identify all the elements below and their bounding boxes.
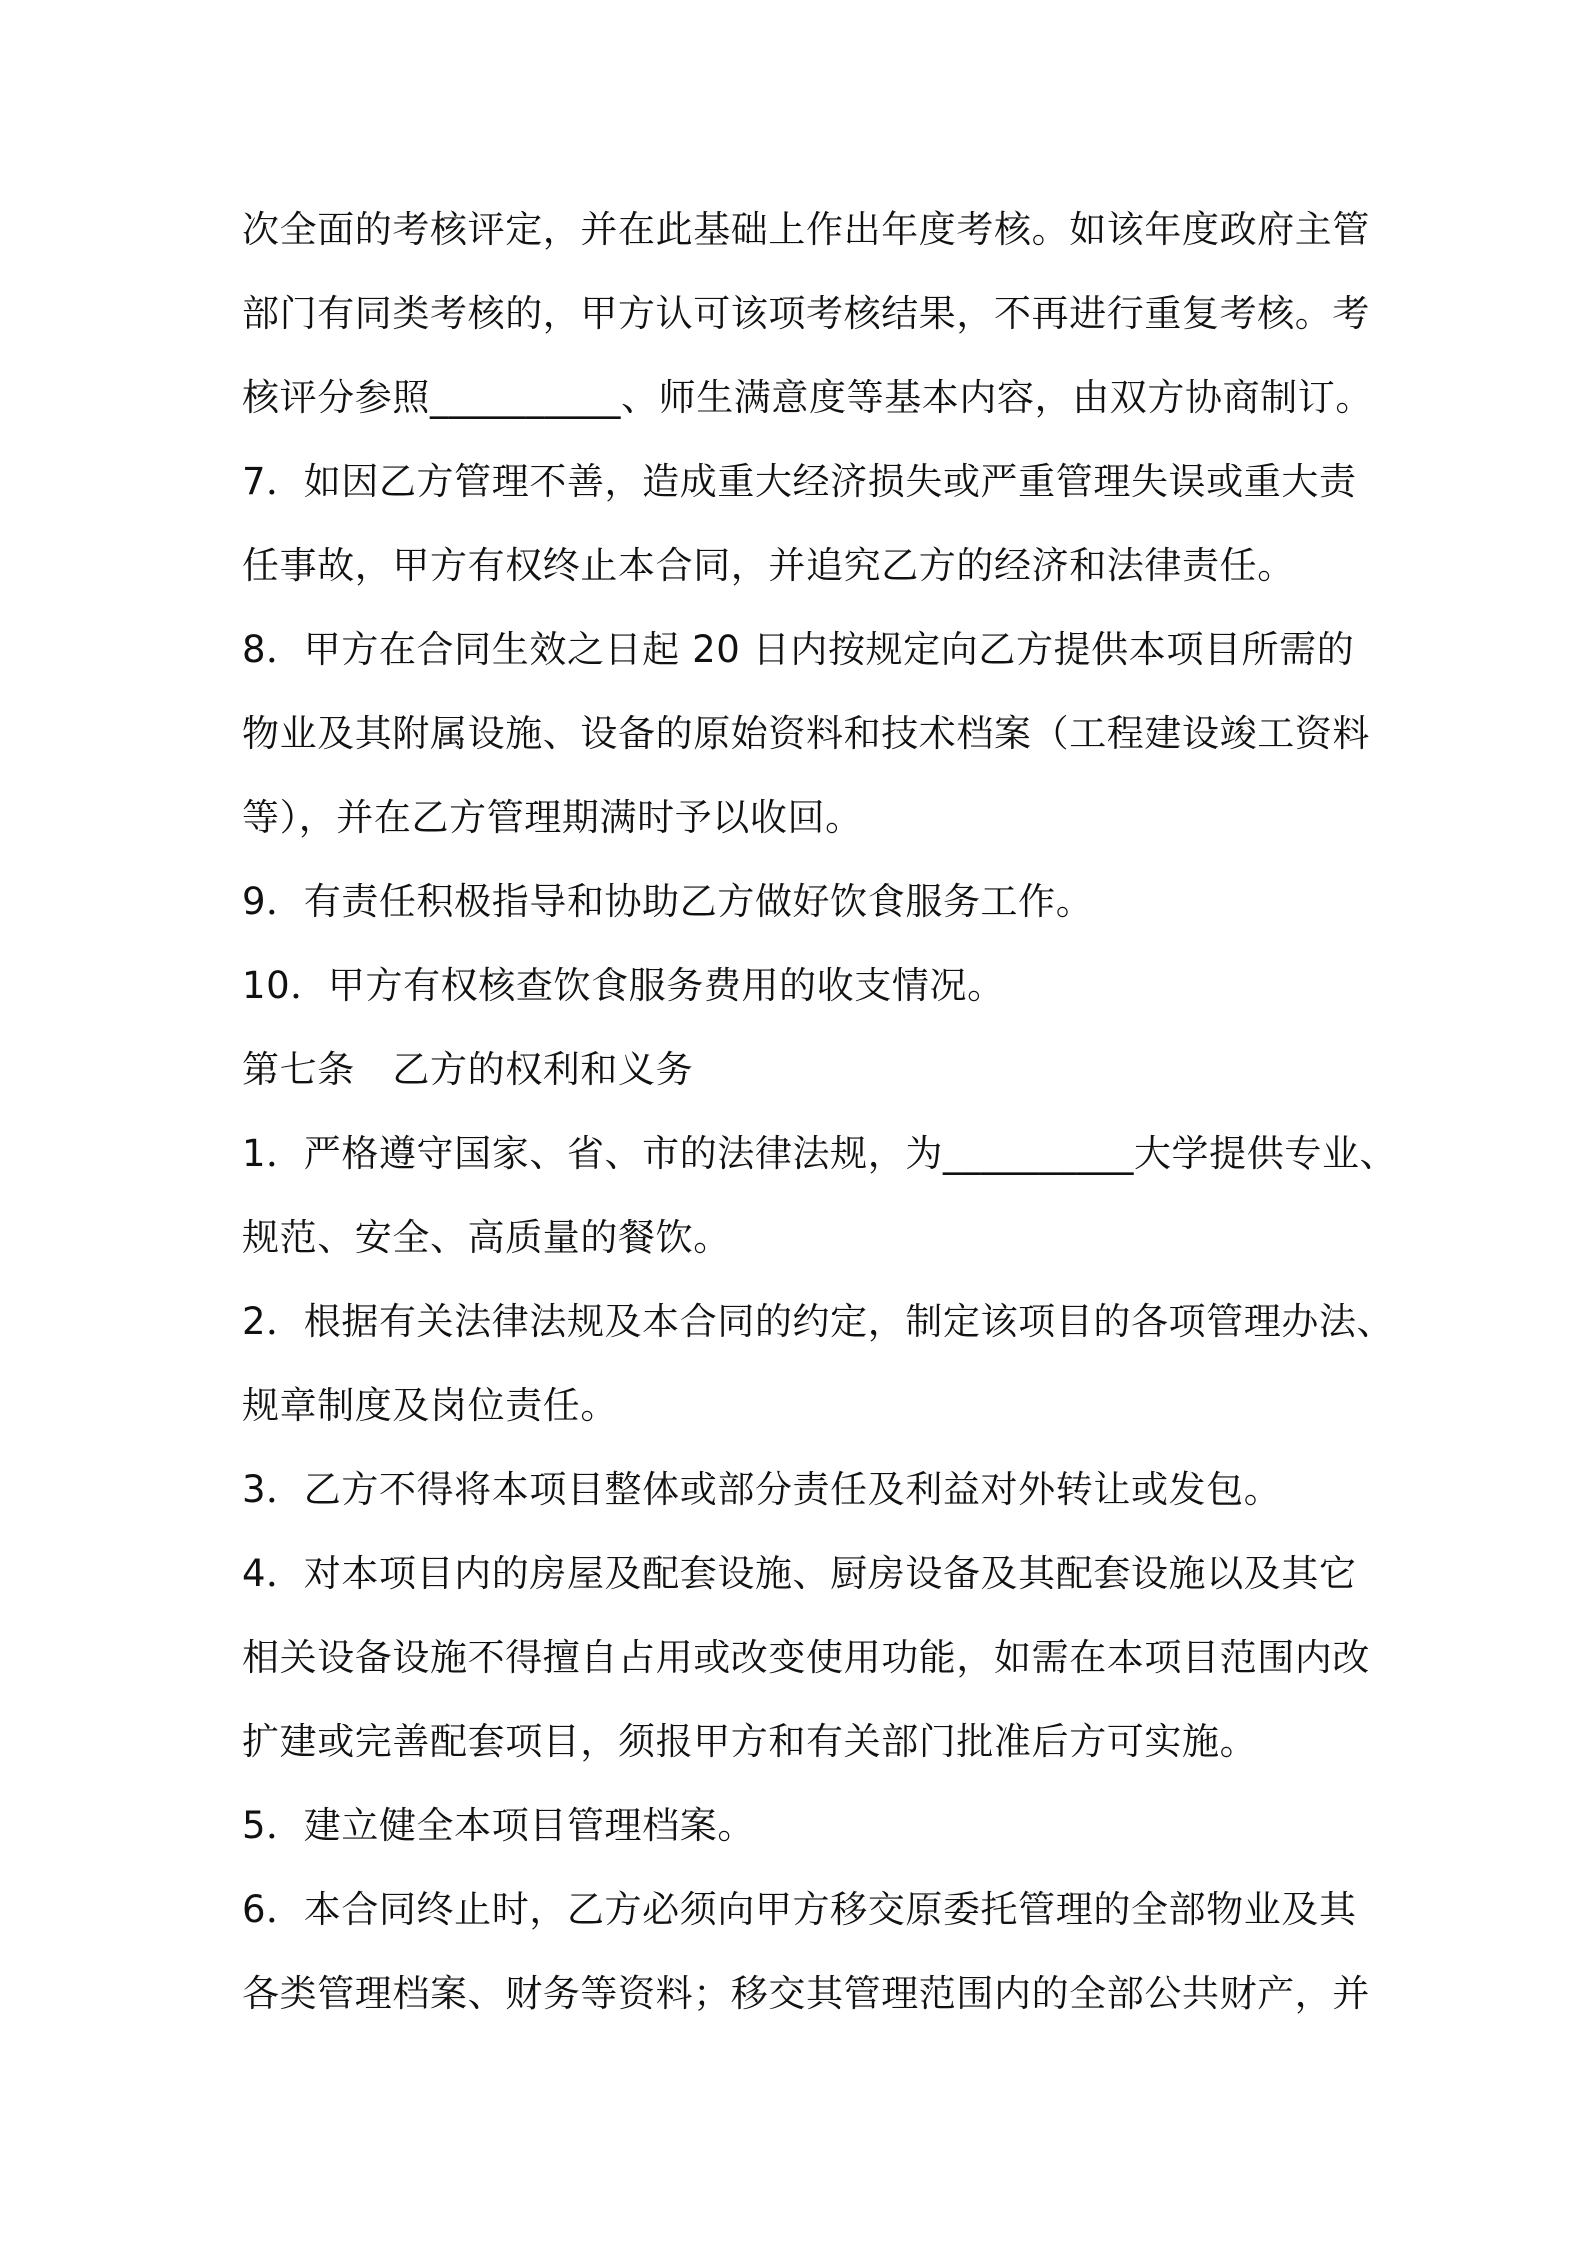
text-line: 核评分参照__________、师生满意度等基本内容，由双方协商制订。 [242, 376, 1373, 419]
text-line: 10．甲方有权核查饮食服务费用的收支情况。 [242, 964, 1005, 1007]
text-line: 规章制度及岗位责任。 [242, 1384, 618, 1427]
text-line: 各类管理档案、财务等资料；移交其管理范围内的全部公共财产，并 [242, 1972, 1370, 2015]
text-line: 1．严格遵守国家、省、市的法律法规，为__________大学提供专业、 [242, 1132, 1398, 1175]
text-line: 7．如因乙方管理不善，造成重大经济损失或严重管理失误或重大责 [242, 460, 1357, 503]
text-line: 9．有责任积极指导和协助乙方做好饮食服务工作。 [242, 880, 1094, 923]
text-line: 8．甲方在合同生效之日起 20 日内按规定向乙方提供本项目所需的 [242, 628, 1355, 671]
text-line: 部门有同类考核的，甲方认可该项考核结果，不再进行重复考核。考 [242, 292, 1370, 335]
text-line: 2．根据有关法律法规及本合同的约定，制定该项目的各项管理办法、 [242, 1300, 1395, 1343]
text-line: 5．建立健全本项目管理档案。 [242, 1804, 755, 1847]
text-line: 3．乙方不得将本项目整体或部分责任及利益对外转让或发包。 [242, 1468, 1282, 1511]
section-heading: 第七条 乙方的权利和义务 [242, 1048, 694, 1091]
document-body [242, 188, 1398, 2036]
text-line: 次全面的考核评定，并在此基础上作出年度考核。如该年度政府主管 [242, 208, 1370, 251]
text-line: 等），并在乙方管理期满时予以收回。 [242, 796, 863, 839]
text-line: 扩建或完善配套项目，须报甲方和有关部门批准后方可实施。 [242, 1720, 1258, 1763]
text-line: 相关设备设施不得擅自占用或改变使用功能，如需在本项目范围内改 [242, 1636, 1370, 1679]
text-line: 6．本合同终止时，乙方必须向甲方移交原委托管理的全部物业及其 [242, 1888, 1357, 1931]
text-line: 任事故，甲方有权终止本合同，并追究乙方的经济和法律责任。 [242, 544, 1295, 587]
text-line: 规范、安全、高质量的餐饮。 [242, 1216, 731, 1259]
text-line: 4．对本项目内的房屋及配套设施、厨房设备及其配套设施以及其它 [242, 1552, 1357, 1595]
text-line: 物业及其附属设施、设备的原始资料和技术档案（工程建设竣工资料 [242, 712, 1370, 755]
